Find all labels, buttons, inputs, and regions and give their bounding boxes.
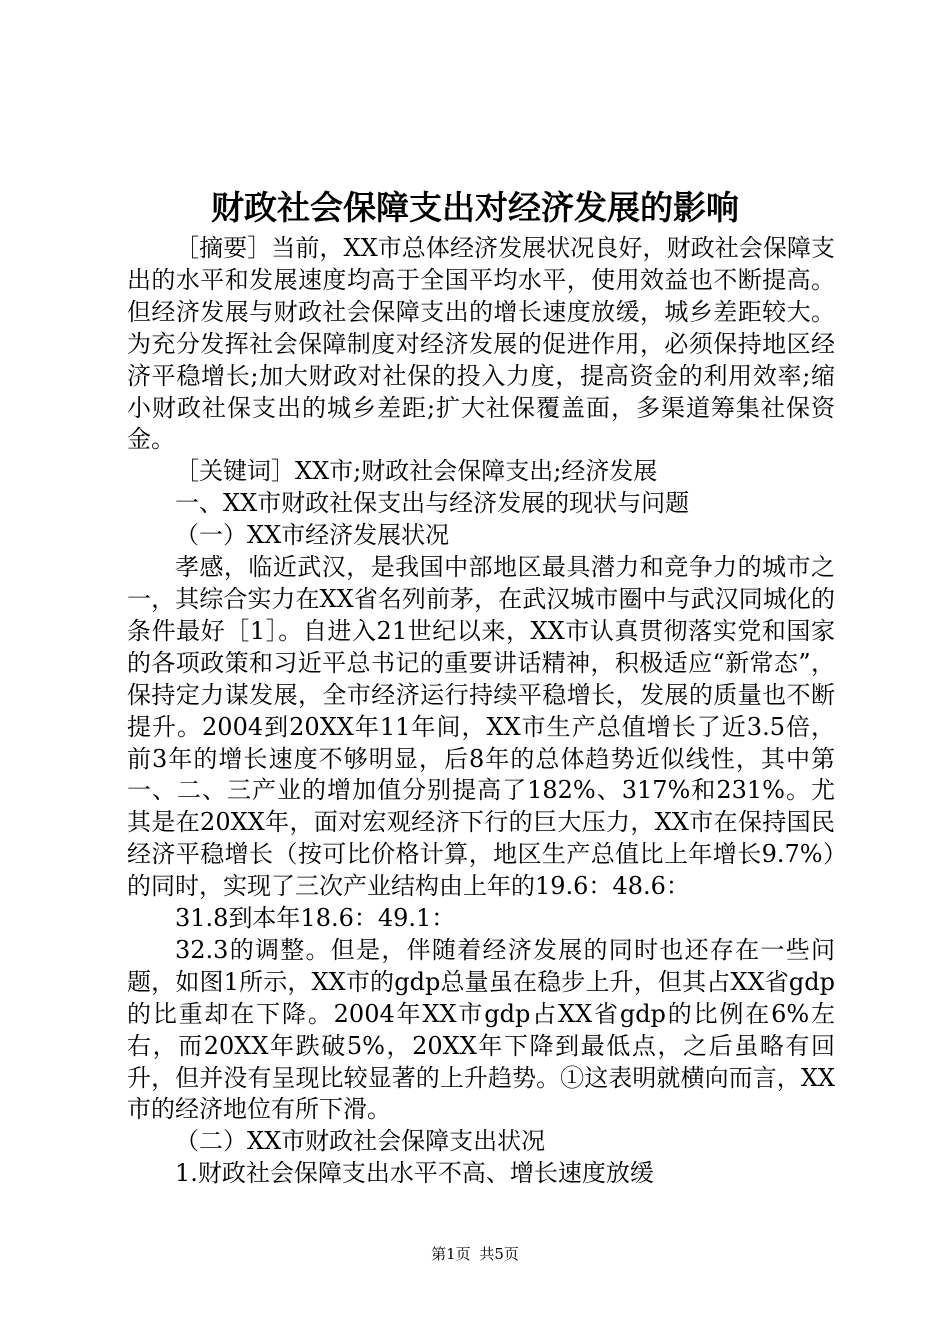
subsection-heading-2: （二）XX市财政社会保障支出状况 [175, 1127, 546, 1156]
keywords-paragraph: ［关键词］XX市;财政社会保障支出;经济发展 [175, 457, 658, 486]
body-paragraph: 孝感，临近武汉，是我国中部地区最具潜力和竞争力的城市之一，其综合实力在XX省名列前茅，在武汉城市圈中与武汉同城化的条件最好［1］。自进入21世纪以来，XX市认真贯彻落实党和国家的各项政策和习近平总书记的重要讲话精神，积极适应“新常态”，保持定力谋发展，全市经济运行持续平稳增长，发展的质量也不断提升。2004到20XX年11年间，XX市生产总值增长了近3.5倍，前3年的增长速度不够明显，后8年的总体趋势近似线性，其中第一、二、三产业的增加值分别提高了182%、317%和231%。尤其是在20XX年，面对宏观经济下行的巨大压力，XX市在保持国民经济平稳增长（按可比价格计算，地区生产总值比上年增长9.7%）的同时，实现了三次产业结构由上年的19.6：48.6： [127, 553, 835, 901]
document-body [127, 233, 835, 1190]
subsection-heading-1: （一）XX市经济发展状况 [175, 521, 450, 550]
body-paragraph: 31.8到本年18.6：49.1： [175, 904, 456, 933]
abstract-paragraph: ［摘要］当前，XX市总体经济发展状况良好，财政社会保障支出的水平和发展速度均高于全国平均水平，使用效益也不断提高。但经济发展与财政社会保障支出的增长速度放缓，城乡差距较大。为充分发挥社会保障制度对经济发展的促进作用，必须保持地区经济平稳增长;加大财政对社保的投入力度，提高资金的利用效率;缩小财政社保支出的城乡差距;扩大社保覆盖面，多渠道筹集社保资金。 [127, 234, 835, 454]
page-footer [0, 1244, 950, 1264]
page-total: 共5页 [479, 1245, 519, 1263]
body-paragraph: 32.3的调整。但是，伴随着经济发展的同时也还存在一些问题，如图1所示，XX市的gdp总量虽在稳步上升，但其占XX省gdp的比重却在下降。2004年XX市gdp占XX省gdp的比例在6%左右，而20XX年跌破5%，20XX年下降到最低点，之后虽略有回升，但并没有呈现比较显著的上升趋势。①这表明就横向而言，XX市的经济地位有所下滑。 [127, 935, 835, 1124]
page-number: 第1页 [431, 1245, 471, 1263]
document-title: 财政社会保障支出对经济发展的影响 [211, 188, 739, 227]
section-heading-1: 一、XX市财政社保支出与经济发展的现状与问题 [175, 489, 690, 518]
sub-item-heading: 1.财政社会保障支出水平不高、增长速度放缓 [175, 1159, 654, 1188]
